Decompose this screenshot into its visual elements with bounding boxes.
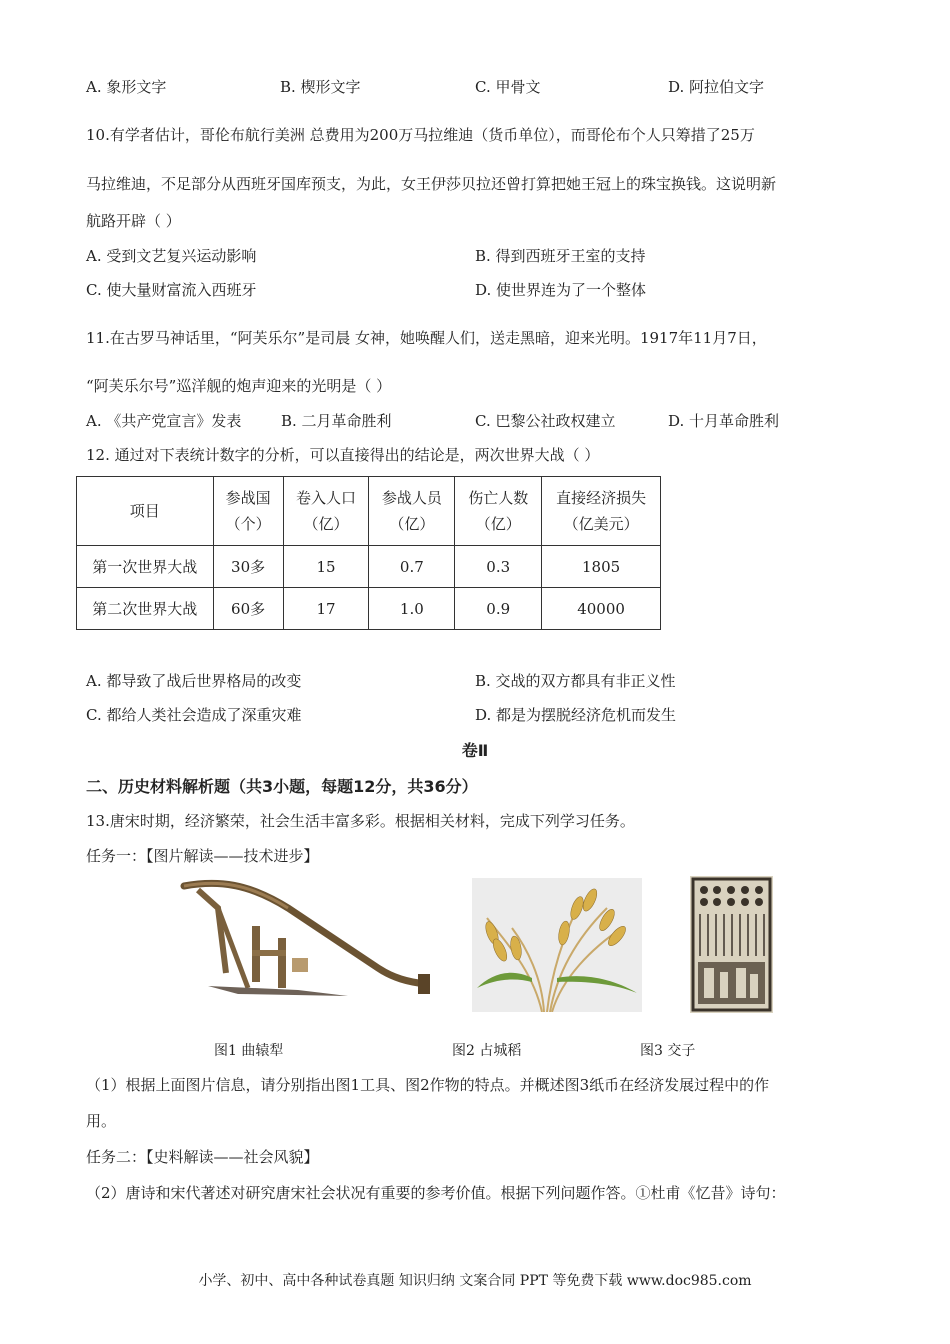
q11-option-b: B. 二月革命胜利: [281, 412, 392, 430]
table-cell: 17: [283, 588, 369, 630]
q12-stem: 12. 通过对下表统计数字的分析，可以直接得出的结论是，两次世界大战（ ）: [86, 446, 600, 464]
table-cell: 1.0: [369, 588, 455, 630]
curved-plow-image: [178, 878, 440, 1013]
q9-option-c: C. 甲骨文: [475, 78, 541, 96]
table-cell: 15: [283, 546, 369, 588]
champa-rice-image: [472, 878, 642, 1012]
table-cell: 第二次世界大战: [77, 588, 214, 630]
q9-option-d: D. 阿拉伯文字: [668, 78, 765, 96]
q11-stem-line2: “阿芙乐尔号”巡洋舰的炮声迎来的光明是（ ）: [86, 377, 392, 395]
header-cell: 参战人员 （亿）: [369, 477, 455, 546]
task1-heading: 任务一：【图片解读——技术进步】: [86, 847, 319, 865]
section-title: 二、历史材料解析题（共3小题，每题12分，共36分）: [86, 777, 478, 796]
q9-option-b: B. 楔形文字: [280, 78, 361, 96]
header-cell: 直接经济损失 （亿美元）: [542, 477, 661, 546]
table-cell: 60多: [213, 588, 283, 630]
table-header-row: [77, 477, 661, 546]
q11-stem-line1: 11.在古罗马神话里，“阿芙乐尔”是司晨 女神，她唤醒人们，送走黑暗，迎来光明。1917年11月7日，: [86, 329, 767, 347]
q12-option-a: A. 都导致了战后世界格局的改变: [86, 672, 302, 690]
table-cell: 30多: [213, 546, 283, 588]
header-cell: 伤亡人数 （亿）: [455, 477, 542, 546]
q13-part2-stem: （2）唐诗和宋代著述对研究唐宋社会状况有重要的参考价值。根据下列问题作答。①杜甫《忆昔》诗句：: [86, 1184, 786, 1202]
page-footer: 小学、初中、高中各种试卷真题 知识归纳 文案合同 PPT 等免费下载 www.doc985.com: [198, 1273, 752, 1289]
q12-option-b: B. 交战的双方都具有非正义性: [475, 672, 676, 690]
volume-title: 卷Ⅱ: [461, 741, 489, 760]
header-cell: 卷入人口 （亿）: [283, 477, 369, 546]
q12-option-c: C. 都给人类社会造成了深重灾难: [86, 706, 302, 724]
q11-option-d: D. 十月革命胜利: [668, 412, 780, 430]
war-statistics-table: [76, 476, 661, 630]
q13-part1-line1: （1）根据上面图片信息，请分别指出图1工具、图2作物的特点。并概述图3纸币在经济发展过程中的作: [86, 1076, 770, 1094]
q9-option-a: A. 象形文字: [86, 78, 167, 96]
table-cell: 1805: [542, 546, 661, 588]
q10-stem-line2: 马拉维迪，不足部分从西班牙国库预支，为此，女王伊莎贝拉还曾打算把她王冠上的珠宝换钱。这说明新: [86, 175, 777, 193]
table-cell: 0.9: [455, 588, 542, 630]
table-cell: 0.7: [369, 546, 455, 588]
q10-stem-line1: 10.有学者估计，哥伦布航行美洲 总费用为200万马拉维迪（货币单位），而哥伦布个人只筹措了25万: [86, 126, 755, 144]
figure3-caption: 图3 交子: [640, 1043, 696, 1059]
table-row: [77, 546, 661, 588]
header-cell: 项目: [77, 477, 214, 546]
task2-heading: 任务二：【史料解读——社会风貌】: [86, 1148, 319, 1166]
q12-option-d: D. 都是为摆脱经济危机而发生: [475, 706, 677, 724]
table-cell: 第一次世界大战: [77, 546, 214, 588]
header-cell: 参战国 （个）: [213, 477, 283, 546]
q13-part1-line2: 用。: [86, 1112, 117, 1130]
jiaozi-banknote-image: [690, 876, 773, 1013]
table-cell: 40000: [542, 588, 661, 630]
q10-option-a: A. 受到文艺复兴运动影响: [86, 247, 257, 265]
q11-option-c: C. 巴黎公社政权建立: [475, 412, 616, 430]
q10-option-c: C. 使大量财富流入西班牙: [86, 281, 257, 299]
q13-stem: 13.唐宋时期，经济繁荣，社会生活丰富多彩。根据相关材料，完成下列学习任务。: [86, 812, 635, 830]
figure1-caption: 图1 曲辕犁: [214, 1043, 284, 1059]
q10-option-d: D. 使世界连为了一个整体: [475, 281, 647, 299]
figure2-caption: 图2 占城稻: [452, 1043, 522, 1059]
q10-stem-line3: 航路开辟（ ）: [86, 212, 181, 230]
q11-option-a: A. 《共产党宣言》发表: [86, 412, 242, 430]
table-cell: 0.3: [455, 546, 542, 588]
q10-option-b: B. 得到西班牙王室的支持: [475, 247, 646, 265]
table-row: [77, 588, 661, 630]
